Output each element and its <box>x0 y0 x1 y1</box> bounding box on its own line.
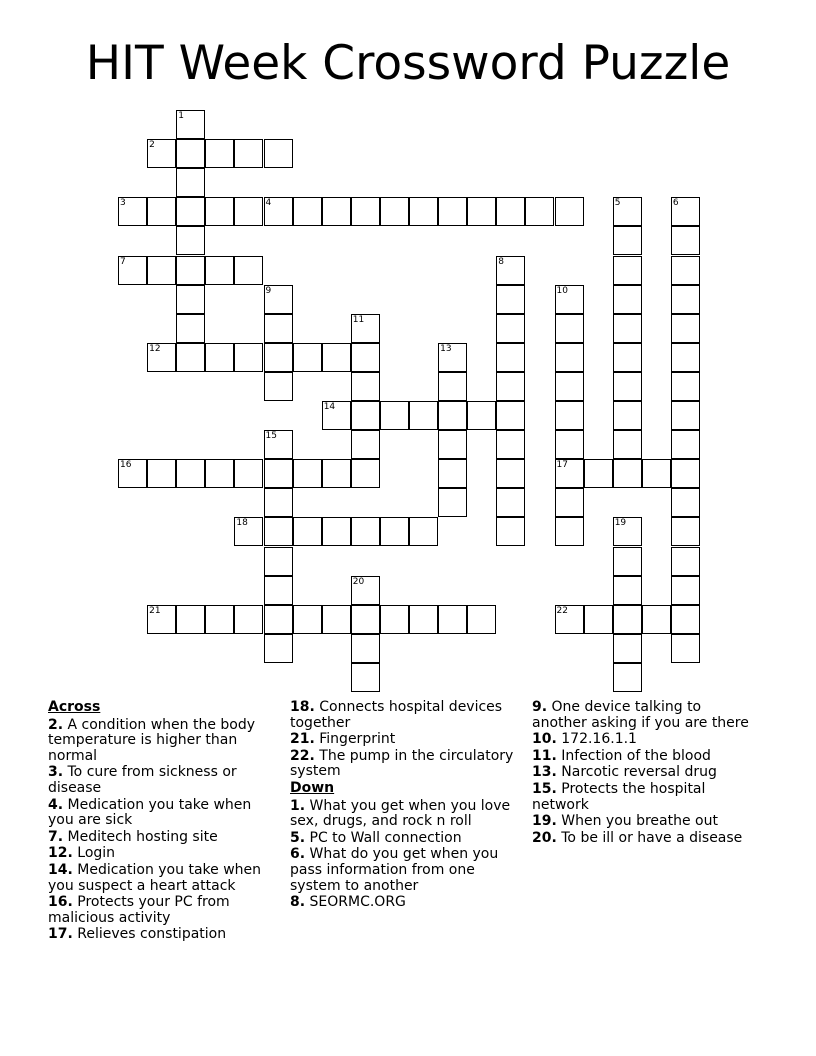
grid-cell[interactable] <box>176 343 205 372</box>
grid-cell[interactable] <box>118 459 147 488</box>
across-clue <box>48 927 270 943</box>
grid-cell[interactable] <box>351 197 380 226</box>
grid-cell[interactable] <box>613 459 642 488</box>
grid-cell[interactable] <box>234 459 263 488</box>
grid-cell[interactable] <box>642 459 671 488</box>
grid-cell[interactable] <box>613 401 642 430</box>
down-clue <box>532 782 754 813</box>
grid-cell[interactable] <box>234 256 263 285</box>
clue-number: 10 <box>556 285 568 296</box>
clue-text: Infection of the blood <box>556 747 711 764</box>
clue-number: 11 <box>352 314 365 325</box>
grid-cell[interactable] <box>671 401 700 430</box>
grid-cell[interactable] <box>613 256 642 285</box>
grid-cell[interactable] <box>264 343 293 372</box>
clue-text: Medication you take when you are sick <box>48 796 252 829</box>
grid-cell[interactable] <box>613 226 642 255</box>
grid-cell[interactable] <box>264 459 293 488</box>
grid-cell[interactable] <box>205 343 234 372</box>
grid-cell[interactable] <box>118 197 147 226</box>
grid-cell[interactable] <box>205 605 234 634</box>
grid-cell[interactable] <box>351 605 380 634</box>
grid-cell[interactable] <box>671 285 700 314</box>
grid-cell[interactable] <box>613 663 642 692</box>
grid-cell[interactable] <box>496 401 525 430</box>
down-clue <box>532 765 754 781</box>
grid-cell[interactable] <box>176 139 205 168</box>
grid-cell[interactable] <box>555 430 584 459</box>
grid-cell[interactable] <box>584 459 613 488</box>
grid-cell[interactable] <box>264 372 293 401</box>
clue-number-label: 21. <box>290 731 315 748</box>
clue-number: 3 <box>120 198 126 209</box>
grid-cell[interactable] <box>671 226 700 255</box>
grid-cell[interactable] <box>438 197 467 226</box>
down-clue <box>290 831 526 847</box>
grid-cell[interactable] <box>613 372 642 401</box>
grid-cell[interactable] <box>176 314 205 343</box>
grid-cell[interactable] <box>438 605 467 634</box>
clue-text: Login <box>72 845 116 862</box>
grid-cell[interactable] <box>322 459 351 488</box>
clue-text: What you get when you love sex, drugs, and rock n roll <box>290 797 511 830</box>
grid-cell[interactable] <box>671 605 700 634</box>
clue-text: 172.16.1.1 <box>556 731 637 748</box>
grid-cell[interactable] <box>496 372 525 401</box>
clue-number-label: 18. <box>290 699 315 715</box>
grid-cell[interactable] <box>351 343 380 372</box>
clue-text: SEORMC.ORG <box>305 894 406 911</box>
clue-text: The pump in the circulatory system <box>290 747 514 780</box>
grid-cell[interactable] <box>438 401 467 430</box>
grid-cell[interactable] <box>351 430 380 459</box>
grid-cell[interactable] <box>147 343 176 372</box>
clue-text: To cure from sickness or disease <box>48 764 237 796</box>
grid-cell[interactable] <box>147 459 176 488</box>
clue-number-label: 2. <box>48 716 64 733</box>
clue-number: 7 <box>120 256 126 267</box>
grid-cell[interactable] <box>555 343 584 372</box>
clue-number: 21 <box>149 605 161 616</box>
clue-number: 16 <box>120 460 132 471</box>
grid-cell[interactable] <box>351 372 380 401</box>
grid-cell[interactable] <box>205 139 234 168</box>
grid-cell[interactable] <box>584 605 613 634</box>
down-clue <box>532 732 754 748</box>
grid-cell[interactable] <box>467 401 496 430</box>
clue-number-label: 6. <box>290 846 306 863</box>
clue-number-label: 12. <box>48 845 73 862</box>
grid-cell[interactable] <box>322 197 351 226</box>
clue-number: 19 <box>614 518 627 529</box>
clue-text: Protects the hospital network <box>532 780 706 813</box>
grid-cell[interactable] <box>293 517 322 546</box>
across-clue <box>48 765 270 796</box>
across-clue <box>48 798 270 829</box>
clue-text: What do you get when you pass information from one system to another <box>290 846 499 894</box>
grid-cell[interactable] <box>438 459 467 488</box>
grid-cell[interactable] <box>409 605 438 634</box>
across-clue <box>48 895 270 926</box>
clue-number: 9 <box>265 285 272 296</box>
clue-number: 12 <box>149 343 161 354</box>
grid-cell[interactable] <box>293 197 322 226</box>
page-title: HIT Week Crossword Puzzle <box>85 36 731 91</box>
grid-cell[interactable] <box>380 197 409 226</box>
across-clue <box>48 863 270 894</box>
grid-cell[interactable] <box>613 576 642 605</box>
clue-number: 20 <box>352 576 365 587</box>
clue-number-label: 14. <box>48 861 73 878</box>
grid-cell[interactable] <box>293 343 322 372</box>
grid-cell[interactable] <box>264 547 293 576</box>
grid-cell[interactable] <box>671 372 700 401</box>
grid-cell[interactable] <box>380 517 409 546</box>
grid-cell[interactable] <box>613 547 642 576</box>
clue-text: Narcotic reversal drug <box>556 764 717 781</box>
clue-number-label: 22. <box>290 747 315 764</box>
grid-cell[interactable] <box>234 605 263 634</box>
grid-cell[interactable] <box>264 285 293 314</box>
grid-cell[interactable] <box>467 197 496 226</box>
down-clue <box>290 895 526 911</box>
grid-cell[interactable] <box>176 110 205 139</box>
grid-cell[interactable] <box>671 576 700 605</box>
grid-cell[interactable] <box>438 430 467 459</box>
clue-number-label: 3. <box>48 764 64 781</box>
grid-cell[interactable] <box>205 256 234 285</box>
clue-number: 13 <box>440 343 452 354</box>
clue-number-label: 1. <box>290 797 306 814</box>
grid-cell[interactable] <box>496 197 525 226</box>
grid-cell[interactable] <box>351 314 380 343</box>
grid-cell[interactable] <box>642 605 671 634</box>
grid-cell[interactable] <box>264 139 293 168</box>
grid-cell[interactable] <box>467 605 496 634</box>
clue-text: To be ill or have a disease <box>556 829 743 846</box>
clue-number-label: 19. <box>532 813 557 830</box>
grid-cell[interactable] <box>264 605 293 634</box>
clue-number-label: 8. <box>290 894 306 911</box>
grid-cell[interactable] <box>496 430 525 459</box>
grid-cell[interactable] <box>613 430 642 459</box>
grid-cell[interactable] <box>409 197 438 226</box>
clue-number-label: 17. <box>48 926 73 943</box>
grid-cell[interactable] <box>613 285 642 314</box>
grid-cell[interactable] <box>293 459 322 488</box>
clue-text: Meditech hosting site <box>63 828 218 845</box>
grid-cell[interactable] <box>496 285 525 314</box>
across-clue <box>48 830 270 846</box>
down-clue <box>532 831 754 847</box>
grid-cell[interactable] <box>671 197 700 226</box>
clue-number: 22 <box>556 605 568 616</box>
grid-cell[interactable] <box>176 605 205 634</box>
grid-cell[interactable] <box>671 256 700 285</box>
grid-cell[interactable] <box>496 517 525 546</box>
across-clue <box>290 700 526 731</box>
clue-number-label: 20. <box>532 829 557 846</box>
clue-text: PC to Wall connection <box>305 829 462 846</box>
clue-number: 15 <box>265 431 277 442</box>
grid-cell[interactable] <box>322 401 351 430</box>
grid-cell[interactable] <box>176 285 205 314</box>
grid-cell[interactable] <box>671 314 700 343</box>
grid-cell[interactable] <box>555 401 584 430</box>
grid-cell[interactable] <box>147 256 176 285</box>
grid-cell[interactable] <box>496 256 525 285</box>
clue-number: 2 <box>149 140 155 151</box>
grid-cell[interactable] <box>438 488 467 517</box>
grid-cell[interactable] <box>351 517 380 546</box>
grid-cell[interactable] <box>555 459 584 488</box>
grid-cell[interactable] <box>671 547 700 576</box>
grid-cell[interactable] <box>147 197 176 226</box>
grid-cell[interactable] <box>671 517 700 546</box>
clue-number-label: 4. <box>48 796 64 813</box>
grid-cell[interactable] <box>351 401 380 430</box>
grid-cell[interactable] <box>264 488 293 517</box>
down-clue <box>532 749 754 765</box>
grid-cell[interactable] <box>380 401 409 430</box>
clue-text: A condition when the body temperature is higher than normal <box>48 716 256 764</box>
down-clue <box>290 799 526 830</box>
grid-cell[interactable] <box>264 430 293 459</box>
grid-cell[interactable] <box>409 517 438 546</box>
grid-cell[interactable] <box>525 197 554 226</box>
grid-cell[interactable] <box>176 197 205 226</box>
grid-cell[interactable] <box>322 343 351 372</box>
down-clue <box>290 847 526 894</box>
grid-cell[interactable] <box>613 343 642 372</box>
grid-cell[interactable] <box>264 634 293 663</box>
grid-cell[interactable] <box>671 459 700 488</box>
down-clue <box>532 814 754 830</box>
grid-cell[interactable] <box>555 488 584 517</box>
grid-cell[interactable] <box>322 517 351 546</box>
grid-cell[interactable] <box>555 197 584 226</box>
grid-cell[interactable] <box>671 430 700 459</box>
across-clue <box>48 718 270 765</box>
across-clue <box>290 732 526 748</box>
grid-cell[interactable] <box>671 343 700 372</box>
clues-column-3 <box>532 700 754 847</box>
clue-number: 4 <box>265 198 272 209</box>
clue-number: 5 <box>614 198 621 209</box>
grid-cell[interactable] <box>147 605 176 634</box>
clue-number-label: 11. <box>532 747 557 764</box>
clue-number-label: 13. <box>532 764 557 781</box>
clue-number: 6 <box>672 198 679 209</box>
grid-cell[interactable] <box>264 576 293 605</box>
grid-cell[interactable] <box>234 343 263 372</box>
grid-cell[interactable] <box>234 197 263 226</box>
grid-cell[interactable] <box>351 459 380 488</box>
grid-cell[interactable] <box>496 459 525 488</box>
clue-number-label: 10. <box>532 731 557 748</box>
grid-cell[interactable] <box>147 139 176 168</box>
clue-number: 14 <box>323 402 336 412</box>
grid-cell[interactable] <box>613 197 642 226</box>
grid-cell[interactable] <box>176 256 205 285</box>
grid-cell[interactable] <box>555 285 584 314</box>
clue-text: Fingerprint <box>314 731 396 748</box>
grid-cell[interactable] <box>176 168 205 197</box>
grid-cell[interactable] <box>264 517 293 546</box>
grid-cell[interactable] <box>205 459 234 488</box>
grid-cell[interactable] <box>671 634 700 663</box>
grid-cell[interactable] <box>613 517 642 546</box>
across-clue <box>48 846 270 862</box>
grid-cell[interactable] <box>351 634 380 663</box>
grid-cell[interactable] <box>293 605 322 634</box>
grid-cell[interactable] <box>613 634 642 663</box>
grid-cell[interactable] <box>555 517 584 546</box>
grid-cell[interactable] <box>118 256 147 285</box>
grid-cell[interactable] <box>671 488 700 517</box>
grid-cell[interactable] <box>438 372 467 401</box>
grid-cell[interactable] <box>555 314 584 343</box>
clue-number: 18 <box>236 518 248 529</box>
grid-cell[interactable] <box>409 401 438 430</box>
grid-cell[interactable] <box>176 226 205 255</box>
clue-text: One device talking to another asking if you are there <box>532 699 749 731</box>
clue-text: Connects hospital devices together <box>290 699 503 731</box>
clue-number-label: 16. <box>48 894 73 911</box>
grid-cell[interactable] <box>264 197 293 226</box>
grid-cell[interactable] <box>322 605 351 634</box>
grid-cell[interactable] <box>438 343 467 372</box>
clue-text: Protects your PC from malicious activity <box>48 894 230 926</box>
grid-cell[interactable] <box>613 605 642 634</box>
grid-cell[interactable] <box>555 605 584 634</box>
grid-cell[interactable] <box>496 488 525 517</box>
clue-text: Medication you take when you suspect a heart attack <box>48 861 261 894</box>
down-heading: Down <box>290 779 335 796</box>
across-heading: Across <box>48 699 101 715</box>
clue-text: Relieves constipation <box>72 926 227 943</box>
down-clue <box>532 700 754 731</box>
grid-cell[interactable] <box>380 605 409 634</box>
grid-cell[interactable] <box>234 517 263 546</box>
grid-cell[interactable] <box>351 576 380 605</box>
grid-cell[interactable] <box>351 663 380 692</box>
clue-number-label: 9. <box>532 699 548 715</box>
grid-cell[interactable] <box>264 314 293 343</box>
grid-cell[interactable] <box>234 139 263 168</box>
grid-cell[interactable] <box>613 314 642 343</box>
clue-number-label: 5. <box>290 829 306 846</box>
clue-number: 17 <box>556 460 568 471</box>
grid-cell[interactable] <box>205 197 234 226</box>
clue-text: When you breathe out <box>556 813 718 830</box>
clue-number: 1 <box>178 111 184 121</box>
clue-number: 8 <box>498 256 505 267</box>
grid-cell[interactable] <box>176 459 205 488</box>
clue-number-label: 15. <box>532 780 557 797</box>
across-clue <box>290 749 526 780</box>
grid-cell[interactable] <box>496 343 525 372</box>
clues-column-1 <box>48 700 270 944</box>
grid-cell[interactable] <box>496 314 525 343</box>
grid-cell[interactable] <box>555 372 584 401</box>
clue-number-label: 7. <box>48 828 64 845</box>
clues-column-2 <box>290 700 526 912</box>
